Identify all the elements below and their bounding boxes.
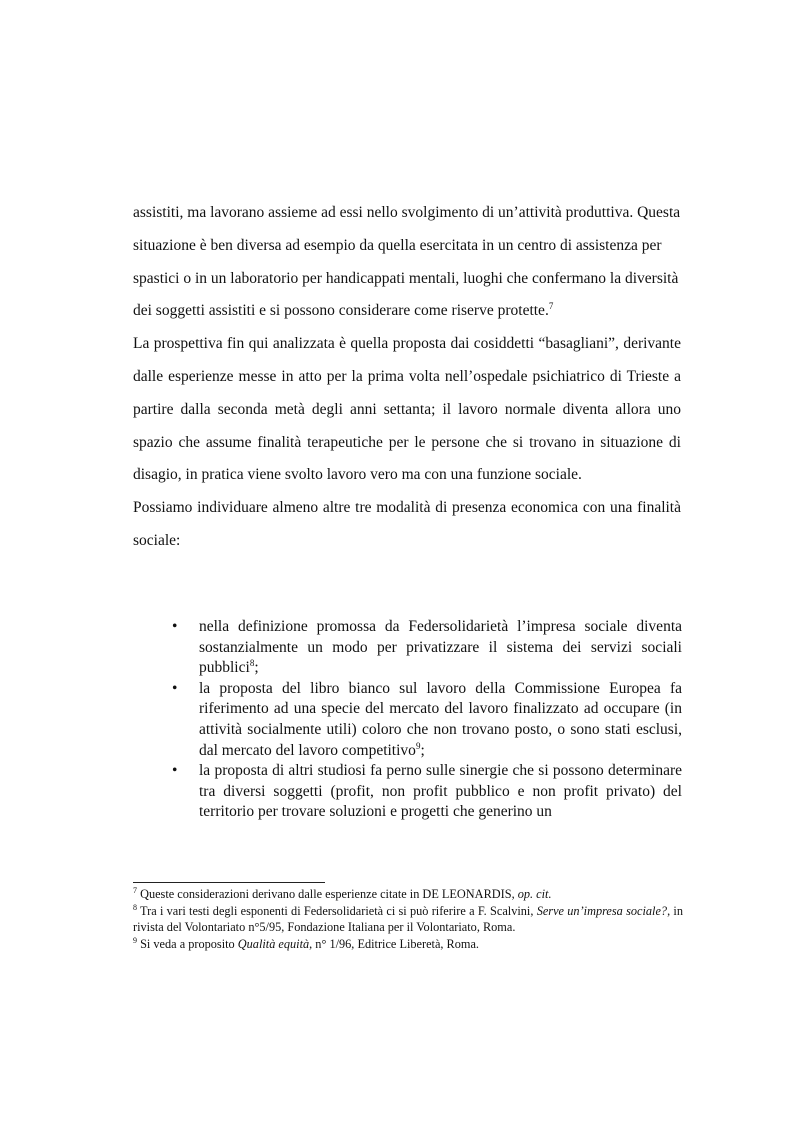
bullet-list <box>172 617 682 823</box>
paragraph-1 <box>133 197 681 328</box>
footnote-ref-9: 9 <box>415 740 421 751</box>
bullet-icon: • <box>172 618 178 635</box>
bullet-text-1: nella definizione promossa da Federsolidarietà l’impresa sociale diventa sostanzialmente un modo per privatizzare il sistema dei servizi sociali pubblici <box>199 618 682 677</box>
footnote-italic: op. cit. <box>517 887 552 901</box>
paragraph-2: La prospettiva fin qui analizzata è quella proposta dai cosiddetti “basagliani”, derivante dalle esperienze messe in atto per la prima volta nell’ospedale psichiatrico di Trieste a partire dalla seconda metà degli anni settanta; il lavoro normale diventa allora uno spazio che assume finalità terapeutiche per le persone che si trovano in situazione di disagio, in pratica viene svolto lavoro vero ma con una funzione sociale. <box>133 335 681 484</box>
bullet-item-1 <box>172 617 682 679</box>
footnote-9 <box>133 936 683 953</box>
footnote-text: Tra i vari testi degli esponenti di Federsolidarietà ci si può riferire a F. Scalvini, <box>137 903 537 918</box>
footnote-text-after: , in rivista del Volontariato n°5/95, Fondazione Italiana per il Volontariato, Roma. <box>133 903 683 934</box>
footnote-ref-8: 8 <box>249 658 255 669</box>
footnote-text: Queste considerazioni derivano dalle esperienze citate in DE LEONARDIS, <box>137 887 518 901</box>
bullet-icon: • <box>172 762 178 780</box>
paragraph-1-text: assistiti, ma lavorano assieme ad essi nello svolgimento di un’attività produttiva. Questa situazione è ben diversa ad esempio da quella esercitata in un centro di assistenza per spastici o in un laboratorio per handicappati mentali, luoghi che confermano la diversità dei soggetti assistiti e si possono considerare come riserve protette. <box>133 204 681 320</box>
body-text <box>133 197 681 558</box>
paragraph-3: Possiamo individuare almeno altre tre modalità di presenza economica con una finalità sociale: <box>133 499 681 549</box>
footnote-text: Si veda a proposito <box>137 936 238 951</box>
footnote-italic: Qualità equità <box>237 936 310 951</box>
footnote-number: 9 <box>133 935 137 945</box>
bullet-item-3 <box>172 761 682 823</box>
bullet-item-2 <box>172 679 682 761</box>
bullet-text-2: la proposta del libro bianco sul lavoro della Commissione Europea fa riferimento ad una specie del mercato del lavoro finalizzato ad occupare (in attività socialmente utili) coloro che non trovano posto, o sono stati esclusi, dal mercato del lavoro competitivo <box>199 679 682 759</box>
bullet-tail-2: ; <box>420 741 425 759</box>
bullet-text-3: la proposta di altri studiosi fa perno sulle sinergie che si possono determinare tra diversi soggetti (profit, non profit pubblico e non profit privato) del territorio per trovare soluzioni e progetti che generino un <box>199 762 682 821</box>
footnote-7 <box>133 886 683 903</box>
bullet-icon: • <box>172 679 178 697</box>
footnote-divider <box>133 882 325 883</box>
footnote-text-after: , n° 1/96, Editrice Liberetà, Roma. <box>309 936 480 951</box>
footnote-8 <box>133 903 683 936</box>
footnote-number: 8 <box>133 902 137 912</box>
footnote-italic: Serve un’impresa sociale? <box>536 903 668 918</box>
bullet-tail-1: ; <box>254 659 259 677</box>
footnotes <box>133 886 683 952</box>
footnote-number: 7 <box>133 886 137 895</box>
footnote-ref-7: 7 <box>548 301 554 312</box>
